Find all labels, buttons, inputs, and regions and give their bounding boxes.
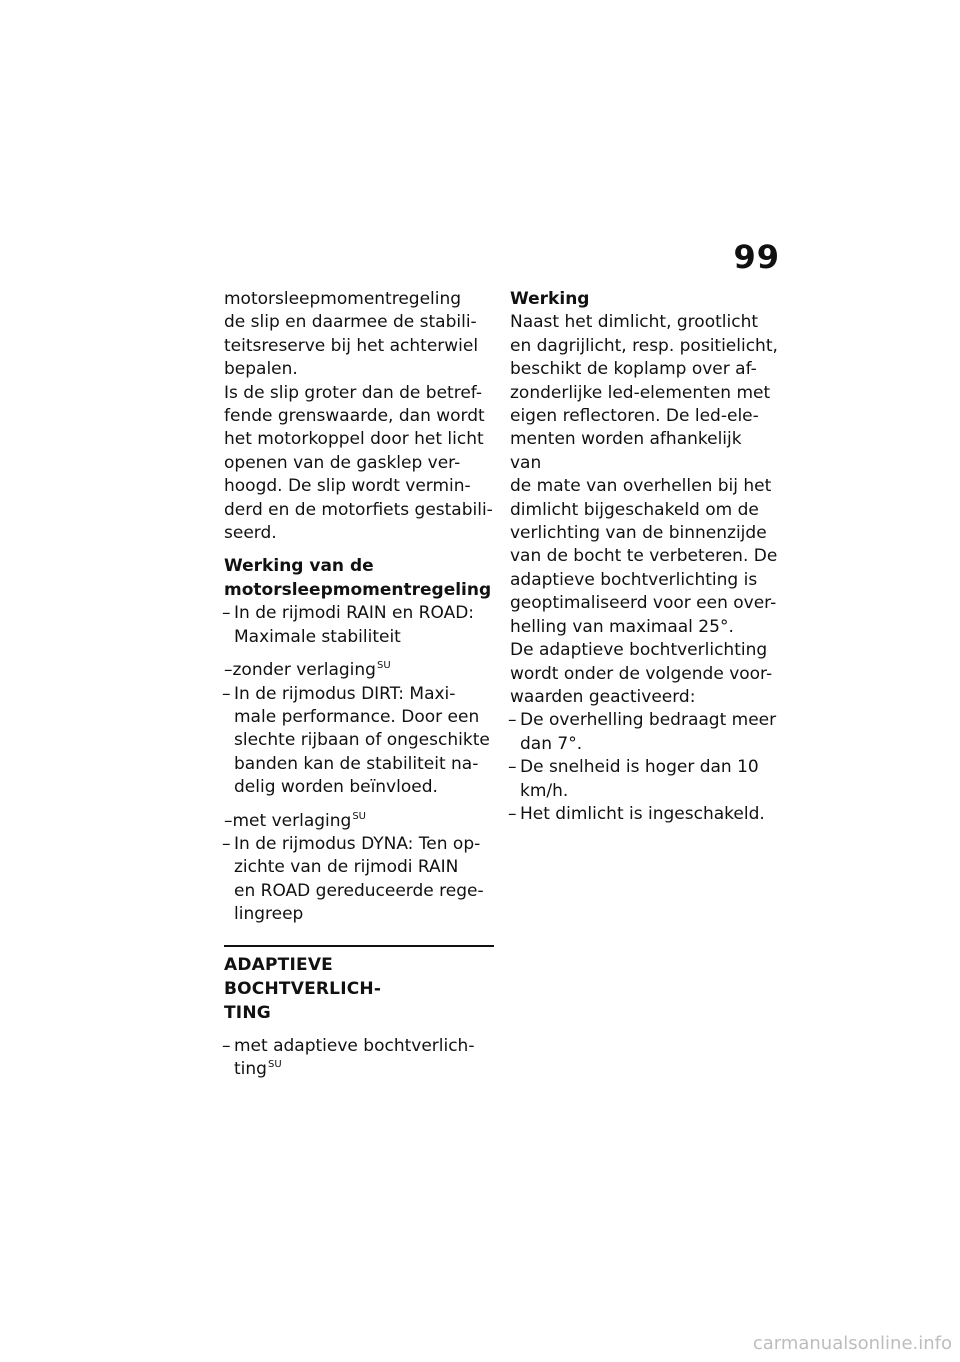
text-line: met adaptieve bochtverlich-: [234, 1035, 475, 1056]
heading-line: TING: [224, 1002, 271, 1023]
text-line: en dagrijlicht, resp. positielicht,: [510, 335, 778, 356]
text-line: De overhelling bedraagt meer: [520, 710, 777, 731]
text-line: waarden geactiveerd:: [510, 686, 696, 707]
text-line: fende grenswaarde, dan wordt: [224, 406, 485, 427]
condition-text: met verlaging: [232, 810, 352, 831]
text-line: hoogd. De slip wordt vermin-: [224, 476, 471, 497]
text-line: menten worden afhankelijk van: [510, 429, 742, 473]
text-line: eigen reflectoren. De led-ele-: [510, 406, 759, 427]
text-line: ting: [234, 1058, 267, 1079]
dash-marker: –: [222, 1035, 231, 1056]
list-item: [510, 709, 778, 756]
text-line: verlichting van de binnenzijde: [510, 523, 767, 544]
dash-marker: –: [508, 757, 517, 778]
text-line: de slip en daarmee de stabili-: [224, 312, 477, 333]
text-line: seerd.: [224, 523, 277, 544]
dash-marker: –: [222, 833, 231, 854]
option-superscript: SU: [267, 1058, 282, 1070]
text-line: bepalen.: [224, 359, 298, 380]
option-superscript: SU: [376, 660, 391, 672]
text-line: geoptimaliseerd voor een over-: [510, 593, 777, 614]
list-item: [510, 756, 778, 803]
text-line: zonderlijke led-elementen met: [510, 382, 771, 403]
text-line: lingreep: [234, 904, 304, 925]
page-number: 99: [733, 238, 780, 276]
text-line: Maximale stabiliteit: [234, 626, 401, 647]
text-line: In de rijmodus DYNA: Ten op-: [234, 833, 481, 854]
condition-item: [224, 659, 494, 682]
list-item: [224, 602, 494, 649]
list-item: [224, 833, 494, 927]
option-superscript: SU: [352, 810, 366, 822]
text-line: zichte van de rijmodi RAIN: [234, 857, 459, 878]
condition-item: [224, 1035, 494, 1082]
heading-line: Werking van de: [224, 556, 374, 577]
heading-line: ADAPTIEVE BOCHTVERLICH-: [224, 954, 382, 999]
text-line: Is de slip groter dan de betref-: [224, 382, 482, 403]
text-line: teitsreserve bij het achterwiel: [224, 335, 479, 356]
text-line: De adaptieve bochtverlichting: [510, 640, 768, 661]
text-line: openen van de gasklep ver-: [224, 452, 461, 473]
text-line: het motorkoppel door het licht: [224, 429, 484, 450]
dash-marker: –: [222, 683, 231, 704]
text-line: male performance. Door een: [234, 706, 480, 727]
text-line: beschikt de koplamp over af-: [510, 359, 757, 380]
text-line: adaptieve bochtverlichting is: [510, 569, 758, 590]
text-line: De snelheid is hoger dan 10: [520, 757, 759, 778]
text-line: dan 7°.: [520, 733, 583, 754]
heading-line: motorsleepmomentregeling: [224, 579, 492, 600]
text-line: wordt onder de volgende voor-: [510, 663, 773, 684]
list-item: [510, 803, 778, 826]
watermark: carmanualsonline.info: [752, 1333, 952, 1354]
intro-paragraph: [224, 288, 494, 382]
slip-paragraph: [224, 382, 494, 546]
list-item: [224, 683, 494, 800]
section-divider: [224, 945, 494, 947]
text-line: km/h.: [520, 780, 569, 801]
dash-marker: –: [508, 803, 517, 824]
left-column: [224, 288, 494, 1081]
text-line: en ROAD gereduceerde rege-: [234, 880, 484, 901]
section-title: [224, 953, 494, 1025]
text-line: de mate van overhellen bij het: [510, 476, 772, 497]
text-line: banden kan de stabiliteit na-: [234, 753, 479, 774]
text-line: delig worden beïnvloed.: [234, 777, 438, 798]
text-line: Het dimlicht is ingeschakeld.: [520, 803, 765, 824]
text-line: In de rijmodus DIRT: Maxi-: [234, 683, 456, 704]
text-line: van de bocht te verbeteren. De: [510, 546, 778, 567]
text-line: derd en de motorfiets gestabili-: [224, 499, 493, 520]
text-line: Naast het dimlicht, grootlicht: [510, 312, 759, 333]
dash-marker: –: [224, 810, 233, 831]
condition-item: [224, 810, 494, 833]
dash-marker: –: [222, 603, 231, 624]
dash-marker: –: [508, 710, 517, 731]
text-line: dimlicht bijgeschakeld om de: [510, 499, 759, 520]
subsection-heading: Werking: [510, 289, 590, 309]
subsection-heading: [224, 555, 494, 602]
text-line: slechte rijbaan of ongeschikte: [234, 730, 490, 751]
condition-text: zonder verlaging: [232, 660, 376, 681]
function-paragraph: [510, 311, 778, 639]
right-column: [510, 288, 778, 826]
dash-marker: –: [224, 660, 233, 681]
text-line: motorsleepmomentregeling: [224, 289, 462, 309]
conditions-paragraph: [510, 639, 778, 709]
text-line: In de rijmodi RAIN en ROAD:: [234, 603, 475, 624]
text-line: helling van maximaal 25°.: [510, 616, 734, 637]
